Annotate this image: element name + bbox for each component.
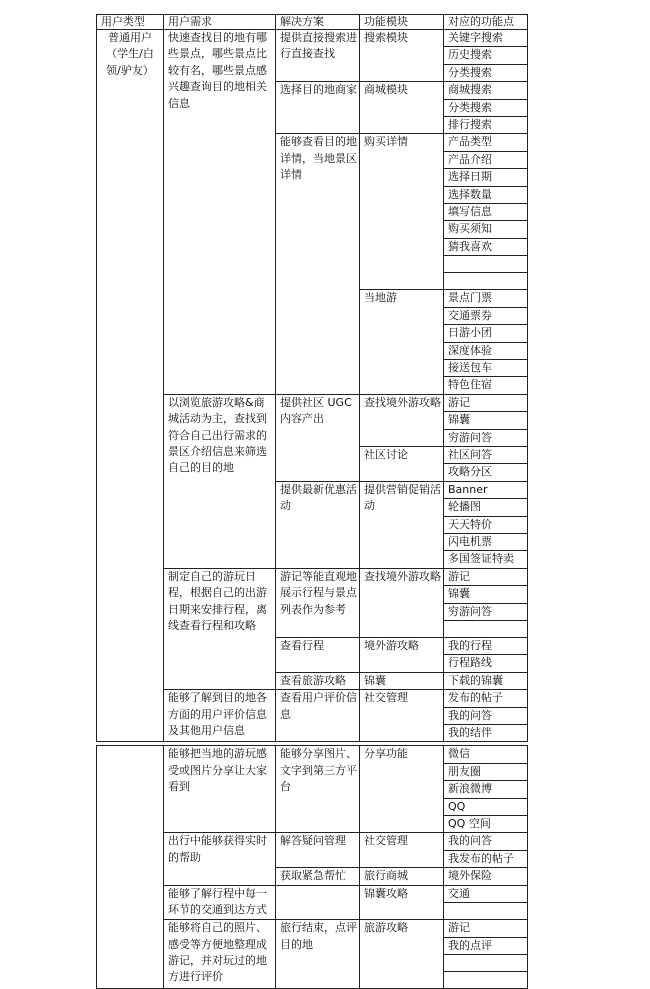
solution-cell: 能够查看目的地详情，当地景区详情 (276, 134, 360, 394)
feature-point-cell: 日游小团 (444, 325, 528, 342)
feature-point-cell: 穷游问答 (444, 603, 528, 620)
feature-point-cell: 我的点评 (444, 937, 528, 954)
user-need-cell: 快速查找目的地有哪些景点，哪些景点比较有名，哪些景点感兴趣查询目的地相关信息 (164, 30, 276, 395)
table-row (97, 746, 528, 763)
module-cell: 购买详情 (360, 134, 444, 290)
user-need-cell: 能够将自己的照片、感受等方便地整理成游记，并对玩过的地方进行评价 (164, 920, 276, 989)
feature-point-cell: 交通票券 (444, 307, 528, 324)
feature-point-cell: 多国签证特卖 (444, 551, 528, 568)
feature-point-cell: 锦囊 (444, 412, 528, 429)
header-module: 功能模块 (360, 15, 444, 30)
feature-point-cell: 景点门票 (444, 290, 528, 307)
user-need-cell: 能够了解行程中每一环节的交通到达方式 (164, 885, 276, 919)
feature-point-cell: 天天特价 (444, 516, 528, 533)
feature-point-cell: 闪电机票 (444, 533, 528, 550)
user-need-cell: 能够了解到目的地各方面的用户评价信息及其他用户信息 (164, 690, 276, 742)
module-cell: 社交管理 (360, 690, 444, 742)
solution-cell (276, 885, 360, 919)
requirements-table (96, 14, 528, 989)
solution-cell: 提供最新优惠活动 (276, 481, 360, 568)
feature-point-cell: 选择数量 (444, 186, 528, 203)
feature-point-cell: 游记 (444, 568, 528, 585)
solution-cell: 旅行结束，点评目的地 (276, 920, 360, 989)
feature-point-cell: 购买须知 (444, 221, 528, 238)
feature-point-cell (444, 273, 528, 290)
feature-point-cell: 我的结伴 (444, 725, 528, 742)
header-user-need: 用户需求 (164, 15, 276, 30)
module-cell: 提供营销促销活动 (360, 481, 444, 568)
user-need-cell: 以浏览旅游攻略&商城活动为主，查找到符合自己出行需求的景区介绍信息来筛选自己的目的地 (164, 394, 276, 568)
module-cell: 旅游攻略 (360, 920, 444, 989)
module-cell: 分享功能 (360, 746, 444, 833)
module-cell: 境外游攻略 (360, 638, 444, 673)
feature-point-cell: 发布的帖子 (444, 690, 528, 707)
header-solution: 解决方案 (276, 15, 360, 30)
feature-point-cell: 选择日期 (444, 169, 528, 186)
feature-point-cell: 社区问答 (444, 446, 528, 463)
feature-point-cell: 填写信息 (444, 204, 528, 221)
feature-point-cell: 分类搜索 (444, 99, 528, 116)
module-cell: 锦囊攻略 (360, 885, 444, 919)
feature-point-cell: 我的行程 (444, 638, 528, 655)
feature-point-cell: 我的问答 (444, 833, 528, 850)
feature-point-cell: 接送包车 (444, 359, 528, 376)
module-cell: 搜索模块 (360, 30, 444, 82)
feature-point-cell: 游记 (444, 920, 528, 937)
feature-point-cell: 产品介绍 (444, 151, 528, 168)
module-cell: 锦囊 (360, 672, 444, 689)
solution-cell: 查看旅游攻略 (276, 672, 360, 689)
module-cell: 查找境外游攻略 (360, 394, 444, 446)
module-cell: 社交管理 (360, 833, 444, 868)
feature-point-cell: 产品类型 (444, 134, 528, 151)
feature-point-cell: 游记 (444, 394, 528, 411)
user-type-cell (97, 746, 164, 988)
user-need-cell: 能够把当地的游玩感受或图片分享让大家看到 (164, 746, 276, 833)
feature-point-cell: 历史搜索 (444, 47, 528, 64)
feature-point-cell (444, 971, 528, 988)
solution-cell: 解答疑问管理 (276, 833, 360, 868)
feature-point-cell: 轮播图 (444, 499, 528, 516)
feature-point-cell: 我发布的帖子 (444, 850, 528, 867)
user-need-cell: 制定自己的游玩日程，根据自己的出游日期来安排行程，离线查看行程和攻略 (164, 568, 276, 689)
feature-point-cell (444, 954, 528, 971)
feature-point-cell: 新浪微博 (444, 781, 528, 798)
solution-cell: 能够分享图片、文字到第三方平台 (276, 746, 360, 833)
header-user-type: 用户类型 (97, 15, 164, 30)
feature-point-cell: 我的问答 (444, 707, 528, 724)
feature-point-cell (444, 256, 528, 273)
module-cell: 商城模块 (360, 82, 444, 134)
feature-point-cell (444, 903, 528, 920)
solution-cell: 选择目的地商家 (276, 82, 360, 134)
table-row (97, 30, 528, 47)
feature-point-cell: 关键字搜索 (444, 30, 528, 47)
feature-point-cell: 排行搜索 (444, 117, 528, 134)
user-need-cell: 出行中能够获得实时的帮助 (164, 833, 276, 885)
feature-point-cell: QQ (444, 798, 528, 815)
feature-point-cell: 交通 (444, 885, 528, 902)
module-cell: 旅行商城 (360, 868, 444, 885)
requirements-table-wrapper (96, 14, 528, 989)
solution-cell: 提供直接搜索进行直接查找 (276, 30, 360, 82)
module-cell: 社区讨论 (360, 446, 444, 481)
solution-cell: 获取紧急帮忙 (276, 868, 360, 885)
feature-point-cell: 深度体验 (444, 342, 528, 359)
feature-point-cell: 微信 (444, 746, 528, 763)
module-cell: 当地游 (360, 290, 444, 394)
header-feature-point: 对应的功能点 (444, 15, 528, 30)
feature-point-cell: 猜我喜欢 (444, 238, 528, 255)
user-type-cell: 普通用户（学生/白领/驴友） (97, 30, 164, 742)
feature-point-cell: QQ 空间 (444, 816, 528, 833)
feature-point-cell: 穷游问答 (444, 429, 528, 446)
feature-point-cell (444, 621, 528, 638)
feature-point-cell: Banner (444, 481, 528, 498)
module-cell: 查找境外游攻略 (360, 568, 444, 637)
feature-point-cell: 境外保险 (444, 868, 528, 885)
feature-point-cell: 商城搜索 (444, 82, 528, 99)
solution-cell: 提供社区 UGC 内容产出 (276, 394, 360, 481)
feature-point-cell: 行程路线 (444, 655, 528, 672)
feature-point-cell: 锦囊 (444, 586, 528, 603)
feature-point-cell: 下载的锦囊 (444, 672, 528, 689)
feature-point-cell: 攻略分区 (444, 464, 528, 481)
solution-cell: 查看用户评价信息 (276, 690, 360, 742)
table-header-row (97, 15, 528, 30)
solution-cell: 查看行程 (276, 638, 360, 673)
feature-point-cell: 特色住宿 (444, 377, 528, 394)
feature-point-cell: 分类搜索 (444, 64, 528, 81)
feature-point-cell: 朋友圈 (444, 763, 528, 780)
solution-cell: 游记等能直观地展示行程与景点列表作为参考 (276, 568, 360, 637)
